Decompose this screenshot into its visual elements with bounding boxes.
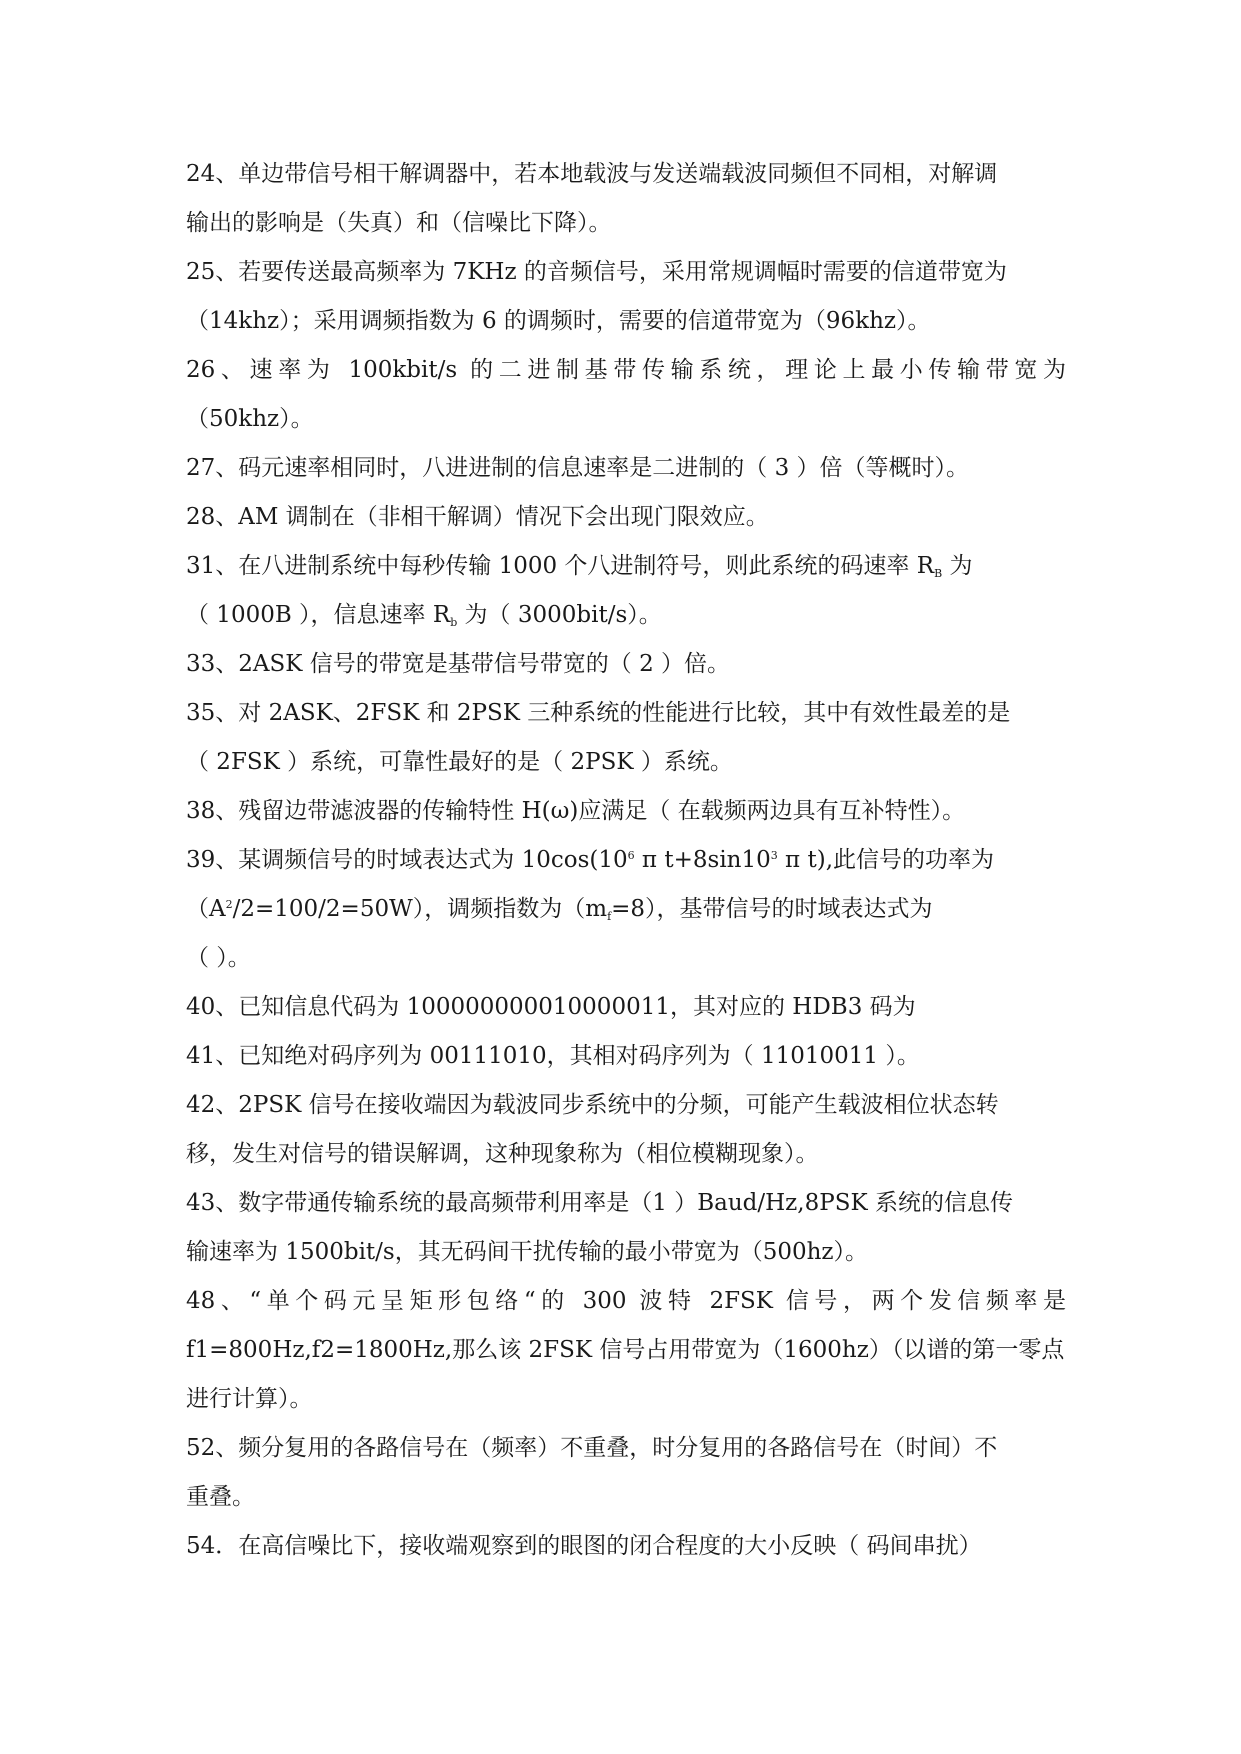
- superscript: 6: [627, 849, 635, 862]
- text-line: 27、码元速率相同时，八进进制的信息速率是二进制的（ 3 ）倍（等概时）。: [186, 455, 970, 481]
- question-54: [186, 1522, 1066, 1571]
- question-27: [186, 444, 1066, 493]
- question-52: [186, 1424, 1066, 1522]
- text-line: [186, 836, 1066, 885]
- text-line: 输出的影响是（失真）和（信噪比下降）。: [186, 210, 612, 236]
- text-line: 输速率为 1500bit/s，其无码间干扰传输的最小带宽为（500hz）。: [186, 1239, 869, 1265]
- question-24: [186, 150, 1066, 248]
- question-39: [186, 836, 1066, 983]
- text-segment: π t+8sin10: [634, 847, 771, 873]
- text-line: 25、若要传送最高频率为 7KHz 的音频信号，采用常规调幅时需要的信道带宽为: [186, 259, 1007, 285]
- text-line: 重叠。: [186, 1484, 255, 1510]
- text-line: 进行计算）。: [186, 1386, 313, 1412]
- text-segment: 为（ 3000bit/s）。: [457, 602, 662, 628]
- text-line: 24、单边带信号相干解调器中，若本地载波与发送端载波同频但不同相，对解调: [186, 161, 998, 187]
- text-line: 52、频分复用的各路信号在（频率）不重叠，时分复用的各路信号在（时间）不: [186, 1435, 998, 1461]
- text-line: 38、残留边带滤波器的传输特性 H(ω)应满足（ 在载频两边具有互补特性）。: [186, 798, 966, 824]
- superscript: 2: [225, 898, 233, 911]
- question-42: [186, 1081, 1066, 1179]
- question-48: [186, 1277, 1066, 1424]
- text-segment: 39、某调频信号的时域表达式为 10cos(10: [186, 847, 628, 873]
- subscript: B: [934, 567, 943, 580]
- question-26: [186, 346, 1066, 444]
- subscript: b: [450, 616, 458, 629]
- text-line: [186, 885, 1066, 934]
- text-line: （ 2FSK ）系统，可靠性最好的是（ 2PSK ）系统。: [186, 749, 733, 775]
- text-line: （50khz）。: [186, 406, 314, 432]
- text-segment: 为: [942, 553, 973, 579]
- text-line: 28、AM 调制在（非相干解调）情况下会出现门限效应。: [186, 504, 769, 530]
- question-31: [186, 542, 1066, 640]
- superscript: 3: [770, 849, 778, 862]
- question-38: [186, 787, 1066, 836]
- text-line: [186, 542, 1066, 591]
- text-segment: （ 1000B ），信息速率 R: [186, 602, 451, 628]
- text-segment: π t),此信号的功率为: [777, 847, 995, 873]
- question-41: [186, 1032, 1066, 1081]
- text-line: 48、“单个码元呈矩形包络“的 300 波特 2FSK 信号，两个发信频率是: [186, 1288, 1066, 1314]
- question-25: [186, 248, 1066, 346]
- question-list: [186, 150, 1066, 1571]
- text-line: 43、数字带通传输系统的最高频带利用率是（1 ）Baud/Hz,8PSK 系统的信息传: [186, 1190, 1013, 1216]
- question-35: [186, 689, 1066, 787]
- question-43: [186, 1179, 1066, 1277]
- text-line: 33、2ASK 信号的带宽是基带信号带宽的（ 2 ）倍。: [186, 651, 731, 677]
- text-line: 42、2PSK 信号在接收端因为载波同步系统中的分频，可能产生载波相位状态转: [186, 1092, 999, 1118]
- text-line: [186, 591, 1066, 640]
- text-line: 移，发生对信号的错误解调，这种现象称为（相位模糊现象）。: [186, 1141, 819, 1167]
- text-segment: /2=100/2=50W），调频指数为（m: [232, 896, 608, 922]
- question-33: [186, 640, 1066, 689]
- text-line: 35、对 2ASK、2FSK 和 2PSK 三种系统的性能进行比较，其中有效性最差的是: [186, 700, 1011, 726]
- text-segment: （A: [186, 896, 226, 922]
- question-28: [186, 493, 1066, 542]
- text-line: 26、速率为 100kbit/s 的二进制基带传输系统，理论上最小传输带宽为: [186, 357, 1066, 383]
- text-line: 40、已知信息代码为 100000000010000011，其对应的 HDB3 码为: [186, 994, 916, 1020]
- text-segment: =8），基带信号的时域表达式为: [611, 896, 933, 922]
- subscript: f: [607, 910, 612, 923]
- question-40: [186, 983, 1066, 1032]
- text-line: f1=800Hz,f2=1800Hz,那么该 2FSK 信号占用带宽为（1600hz）（以谱的第一零点: [186, 1337, 1065, 1363]
- text-line: 54．在高信噪比下，接收端观察到的眼图的闭合程度的大小反映（ 码间串扰）: [186, 1533, 982, 1559]
- text-segment: 31、在八进制系统中每秒传输 1000 个八进制符号，则此系统的码速率 R: [186, 553, 935, 579]
- text-line: 41、已知绝对码序列为 00111010，其相对码序列为（ 11010011 ）。: [186, 1043, 920, 1069]
- text-line: （ ）。: [186, 945, 251, 971]
- text-line: （14khz）；采用调频指数为 6 的调频时，需要的信道带宽为（96khz）。: [186, 308, 931, 334]
